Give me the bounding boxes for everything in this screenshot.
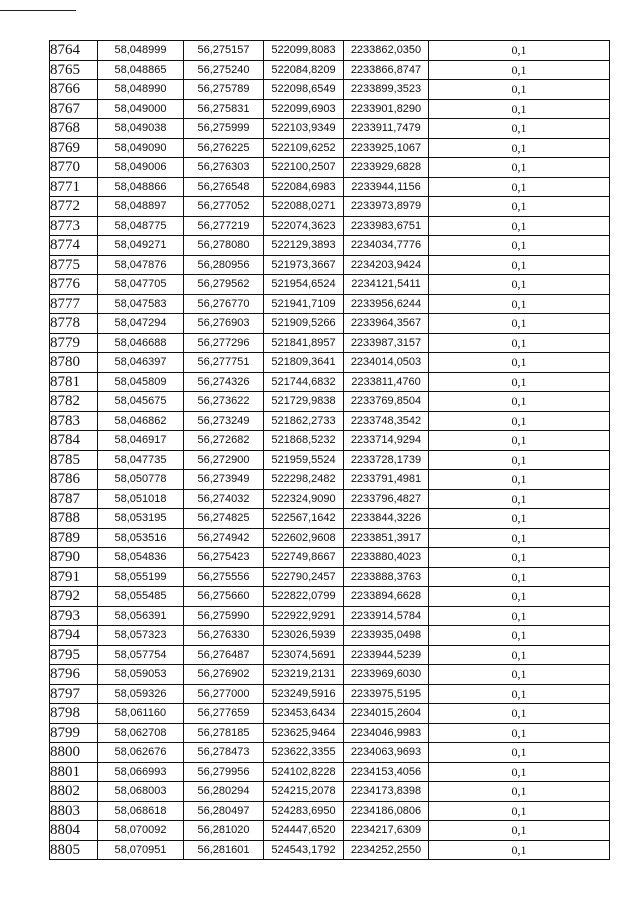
longitude-cell: 56,276330: [184, 626, 264, 646]
longitude-cell: 56,275831: [184, 99, 264, 119]
table-row: [50, 567, 610, 587]
latitude-cell: 58,053516: [98, 528, 184, 548]
y-coordinate-cell: 2233728,1739: [344, 450, 429, 470]
accuracy-cell: 0,1: [429, 489, 610, 509]
accuracy-cell: 0,1: [429, 782, 610, 802]
point-number-cell: 8785: [50, 450, 98, 470]
latitude-cell: 58,047705: [98, 275, 184, 295]
latitude-cell: 58,048866: [98, 177, 184, 197]
table-row: [50, 80, 610, 100]
latitude-cell: 58,055199: [98, 567, 184, 587]
table-row: [50, 177, 610, 197]
point-number-cell: 8774: [50, 236, 98, 256]
latitude-cell: 58,049090: [98, 138, 184, 158]
table-row: [50, 801, 610, 821]
x-coordinate-cell: 521954,6524: [264, 275, 344, 295]
point-number-cell: 8777: [50, 294, 98, 314]
table-row: [50, 119, 610, 139]
coordinates-table-body: [50, 41, 610, 860]
y-coordinate-cell: 2234046,9983: [344, 723, 429, 743]
table-row: [50, 840, 610, 860]
point-number-cell: 8793: [50, 606, 98, 626]
coordinates-table: [49, 40, 610, 860]
x-coordinate-cell: 521941,7109: [264, 294, 344, 314]
latitude-cell: 58,048865: [98, 60, 184, 80]
point-number-cell: 8771: [50, 177, 98, 197]
point-number-cell: 8772: [50, 197, 98, 217]
accuracy-cell: 0,1: [429, 372, 610, 392]
table-row: [50, 197, 610, 217]
accuracy-cell: 0,1: [429, 255, 610, 275]
point-number-cell: 8783: [50, 411, 98, 431]
y-coordinate-cell: 2233925,1067: [344, 138, 429, 158]
point-number-cell: 8775: [50, 255, 98, 275]
point-number-cell: 8796: [50, 665, 98, 685]
point-number-cell: 8781: [50, 372, 98, 392]
latitude-cell: 58,048999: [98, 41, 184, 61]
latitude-cell: 58,057754: [98, 645, 184, 665]
point-number-cell: 8768: [50, 119, 98, 139]
latitude-cell: 58,068003: [98, 782, 184, 802]
latitude-cell: 58,068618: [98, 801, 184, 821]
point-number-cell: 8800: [50, 743, 98, 763]
y-coordinate-cell: 2233862,0350: [344, 41, 429, 61]
accuracy-cell: 0,1: [429, 801, 610, 821]
table-row: [50, 626, 610, 646]
point-number-cell: 8767: [50, 99, 98, 119]
table-row: [50, 275, 610, 295]
accuracy-cell: 0,1: [429, 314, 610, 334]
point-number-cell: 8789: [50, 528, 98, 548]
latitude-cell: 58,045675: [98, 392, 184, 412]
point-number-cell: 8802: [50, 782, 98, 802]
point-number-cell: 8770: [50, 158, 98, 178]
y-coordinate-cell: 2234153,4056: [344, 762, 429, 782]
longitude-cell: 56,279562: [184, 275, 264, 295]
accuracy-cell: 0,1: [429, 723, 610, 743]
y-coordinate-cell: 2233888,3763: [344, 567, 429, 587]
table-row: [50, 684, 610, 704]
longitude-cell: 56,280956: [184, 255, 264, 275]
point-number-cell: 8790: [50, 548, 98, 568]
point-number-cell: 8801: [50, 762, 98, 782]
longitude-cell: 56,278080: [184, 236, 264, 256]
x-coordinate-cell: 521959,5524: [264, 450, 344, 470]
table-row: [50, 216, 610, 236]
accuracy-cell: 0,1: [429, 138, 610, 158]
longitude-cell: 56,275999: [184, 119, 264, 139]
latitude-cell: 58,070092: [98, 821, 184, 841]
latitude-cell: 58,055485: [98, 587, 184, 607]
point-number-cell: 8794: [50, 626, 98, 646]
accuracy-cell: 0,1: [429, 587, 610, 607]
y-coordinate-cell: 2234015,2604: [344, 704, 429, 724]
accuracy-cell: 0,1: [429, 60, 610, 80]
accuracy-cell: 0,1: [429, 821, 610, 841]
longitude-cell: 56,276902: [184, 665, 264, 685]
latitude-cell: 58,048990: [98, 80, 184, 100]
latitude-cell: 58,047583: [98, 294, 184, 314]
y-coordinate-cell: 2233973,8979: [344, 197, 429, 217]
point-number-cell: 8778: [50, 314, 98, 334]
y-coordinate-cell: 2233975,5195: [344, 684, 429, 704]
x-coordinate-cell: 522088,0271: [264, 197, 344, 217]
accuracy-cell: 0,1: [429, 333, 610, 353]
longitude-cell: 56,277296: [184, 333, 264, 353]
x-coordinate-cell: 521868,5232: [264, 431, 344, 451]
y-coordinate-cell: 2234173,8398: [344, 782, 429, 802]
accuracy-cell: 0,1: [429, 431, 610, 451]
latitude-cell: 58,046862: [98, 411, 184, 431]
x-coordinate-cell: 522098,6549: [264, 80, 344, 100]
table-row: [50, 60, 610, 80]
accuracy-cell: 0,1: [429, 606, 610, 626]
longitude-cell: 56,275157: [184, 41, 264, 61]
y-coordinate-cell: 2233969,6030: [344, 665, 429, 685]
x-coordinate-cell: 522074,3623: [264, 216, 344, 236]
latitude-cell: 58,047294: [98, 314, 184, 334]
accuracy-cell: 0,1: [429, 509, 610, 529]
x-coordinate-cell: 522129,3893: [264, 236, 344, 256]
latitude-cell: 58,061160: [98, 704, 184, 724]
latitude-cell: 58,047735: [98, 450, 184, 470]
y-coordinate-cell: 2233944,5239: [344, 645, 429, 665]
longitude-cell: 56,279956: [184, 762, 264, 782]
x-coordinate-cell: 522822,0799: [264, 587, 344, 607]
table-row: [50, 294, 610, 314]
x-coordinate-cell: 522100,2507: [264, 158, 344, 178]
latitude-cell: 58,051018: [98, 489, 184, 509]
x-coordinate-cell: 521862,2733: [264, 411, 344, 431]
longitude-cell: 56,274326: [184, 372, 264, 392]
x-coordinate-cell: 521841,8957: [264, 333, 344, 353]
longitude-cell: 56,276770: [184, 294, 264, 314]
accuracy-cell: 0,1: [429, 684, 610, 704]
accuracy-cell: 0,1: [429, 840, 610, 860]
y-coordinate-cell: 2234186,0806: [344, 801, 429, 821]
point-number-cell: 8782: [50, 392, 98, 412]
accuracy-cell: 0,1: [429, 743, 610, 763]
x-coordinate-cell: 522099,6903: [264, 99, 344, 119]
table-row: [50, 548, 610, 568]
y-coordinate-cell: 2233851,3917: [344, 528, 429, 548]
table-row: [50, 821, 610, 841]
table-row: [50, 489, 610, 509]
y-coordinate-cell: 2233987,3157: [344, 333, 429, 353]
latitude-cell: 58,049038: [98, 119, 184, 139]
accuracy-cell: 0,1: [429, 567, 610, 587]
y-coordinate-cell: 2233911,7479: [344, 119, 429, 139]
table-row: [50, 762, 610, 782]
longitude-cell: 56,275660: [184, 587, 264, 607]
accuracy-cell: 0,1: [429, 41, 610, 61]
longitude-cell: 56,274032: [184, 489, 264, 509]
y-coordinate-cell: 2233944,1156: [344, 177, 429, 197]
y-coordinate-cell: 2234203,9424: [344, 255, 429, 275]
table-row: [50, 723, 610, 743]
latitude-cell: 58,053195: [98, 509, 184, 529]
table-row: [50, 411, 610, 431]
latitude-cell: 58,054836: [98, 548, 184, 568]
x-coordinate-cell: 521909,5266: [264, 314, 344, 334]
latitude-cell: 58,056391: [98, 606, 184, 626]
latitude-cell: 58,062676: [98, 743, 184, 763]
accuracy-cell: 0,1: [429, 275, 610, 295]
table-row: [50, 528, 610, 548]
accuracy-cell: 0,1: [429, 528, 610, 548]
table-row: [50, 158, 610, 178]
latitude-cell: 58,048775: [98, 216, 184, 236]
y-coordinate-cell: 2233956,6244: [344, 294, 429, 314]
longitude-cell: 56,280294: [184, 782, 264, 802]
accuracy-cell: 0,1: [429, 645, 610, 665]
y-coordinate-cell: 2233935,0498: [344, 626, 429, 646]
longitude-cell: 56,275789: [184, 80, 264, 100]
y-coordinate-cell: 2234252,2550: [344, 840, 429, 860]
accuracy-cell: 0,1: [429, 216, 610, 236]
longitude-cell: 56,281601: [184, 840, 264, 860]
point-number-cell: 8784: [50, 431, 98, 451]
accuracy-cell: 0,1: [429, 548, 610, 568]
table-row: [50, 333, 610, 353]
table-row: [50, 743, 610, 763]
accuracy-cell: 0,1: [429, 762, 610, 782]
x-coordinate-cell: 524215,2078: [264, 782, 344, 802]
latitude-cell: 58,049000: [98, 99, 184, 119]
x-coordinate-cell: 522109,6252: [264, 138, 344, 158]
x-coordinate-cell: 523249,5916: [264, 684, 344, 704]
accuracy-cell: 0,1: [429, 353, 610, 373]
accuracy-cell: 0,1: [429, 177, 610, 197]
accuracy-cell: 0,1: [429, 704, 610, 724]
latitude-cell: 58,057323: [98, 626, 184, 646]
y-coordinate-cell: 2233894,6628: [344, 587, 429, 607]
table-row: [50, 353, 610, 373]
accuracy-cell: 0,1: [429, 294, 610, 314]
point-number-cell: 8804: [50, 821, 98, 841]
point-number-cell: 8798: [50, 704, 98, 724]
longitude-cell: 56,273949: [184, 470, 264, 490]
page-corner-rule: [0, 10, 76, 11]
accuracy-cell: 0,1: [429, 470, 610, 490]
x-coordinate-cell: 523622,3355: [264, 743, 344, 763]
accuracy-cell: 0,1: [429, 99, 610, 119]
y-coordinate-cell: 2233769,8504: [344, 392, 429, 412]
y-coordinate-cell: 2233901,8290: [344, 99, 429, 119]
x-coordinate-cell: 522790,2457: [264, 567, 344, 587]
accuracy-cell: 0,1: [429, 119, 610, 139]
table-row: [50, 450, 610, 470]
x-coordinate-cell: 521809,3641: [264, 353, 344, 373]
table-row: [50, 99, 610, 119]
table-row: [50, 665, 610, 685]
longitude-cell: 56,281020: [184, 821, 264, 841]
accuracy-cell: 0,1: [429, 236, 610, 256]
accuracy-cell: 0,1: [429, 158, 610, 178]
accuracy-cell: 0,1: [429, 665, 610, 685]
point-number-cell: 8776: [50, 275, 98, 295]
y-coordinate-cell: 2234063,9693: [344, 743, 429, 763]
table-row: [50, 138, 610, 158]
latitude-cell: 58,062708: [98, 723, 184, 743]
longitude-cell: 56,274825: [184, 509, 264, 529]
longitude-cell: 56,273249: [184, 411, 264, 431]
x-coordinate-cell: 522602,9608: [264, 528, 344, 548]
point-number-cell: 8773: [50, 216, 98, 236]
table-row: [50, 470, 610, 490]
x-coordinate-cell: 523026,5939: [264, 626, 344, 646]
longitude-cell: 56,274942: [184, 528, 264, 548]
accuracy-cell: 0,1: [429, 392, 610, 412]
point-number-cell: 8786: [50, 470, 98, 490]
point-number-cell: 8764: [50, 41, 98, 61]
x-coordinate-cell: 522084,8209: [264, 60, 344, 80]
x-coordinate-cell: 522567,1642: [264, 509, 344, 529]
point-number-cell: 8769: [50, 138, 98, 158]
y-coordinate-cell: 2233929,6828: [344, 158, 429, 178]
longitude-cell: 56,278185: [184, 723, 264, 743]
x-coordinate-cell: 524543,1792: [264, 840, 344, 860]
point-number-cell: 8787: [50, 489, 98, 509]
point-number-cell: 8766: [50, 80, 98, 100]
latitude-cell: 58,045809: [98, 372, 184, 392]
x-coordinate-cell: 521744,6832: [264, 372, 344, 392]
y-coordinate-cell: 2234121,5411: [344, 275, 429, 295]
table-row: [50, 431, 610, 451]
y-coordinate-cell: 2234217,6309: [344, 821, 429, 841]
table-row: [50, 782, 610, 802]
y-coordinate-cell: 2233983,6751: [344, 216, 429, 236]
x-coordinate-cell: 522749,8667: [264, 548, 344, 568]
table-row: [50, 392, 610, 412]
y-coordinate-cell: 2233748,3542: [344, 411, 429, 431]
x-coordinate-cell: 522084,6983: [264, 177, 344, 197]
longitude-cell: 56,277052: [184, 197, 264, 217]
table-row: [50, 587, 610, 607]
accuracy-cell: 0,1: [429, 197, 610, 217]
point-number-cell: 8795: [50, 645, 98, 665]
y-coordinate-cell: 2234014,0503: [344, 353, 429, 373]
x-coordinate-cell: 522324,9090: [264, 489, 344, 509]
latitude-cell: 58,059326: [98, 684, 184, 704]
x-coordinate-cell: 524102,8228: [264, 762, 344, 782]
x-coordinate-cell: 523074,5691: [264, 645, 344, 665]
longitude-cell: 56,278473: [184, 743, 264, 763]
y-coordinate-cell: 2233880,4023: [344, 548, 429, 568]
longitude-cell: 56,277659: [184, 704, 264, 724]
y-coordinate-cell: 2233791,4981: [344, 470, 429, 490]
x-coordinate-cell: 523219,2131: [264, 665, 344, 685]
accuracy-cell: 0,1: [429, 411, 610, 431]
latitude-cell: 58,049006: [98, 158, 184, 178]
table-row: [50, 236, 610, 256]
latitude-cell: 58,048897: [98, 197, 184, 217]
longitude-cell: 56,276303: [184, 158, 264, 178]
x-coordinate-cell: 524283,6950: [264, 801, 344, 821]
latitude-cell: 58,050778: [98, 470, 184, 490]
longitude-cell: 56,277000: [184, 684, 264, 704]
table-row: [50, 704, 610, 724]
point-number-cell: 8803: [50, 801, 98, 821]
accuracy-cell: 0,1: [429, 626, 610, 646]
x-coordinate-cell: 522103,9349: [264, 119, 344, 139]
y-coordinate-cell: 2233866,8747: [344, 60, 429, 80]
x-coordinate-cell: 524447,6520: [264, 821, 344, 841]
accuracy-cell: 0,1: [429, 80, 610, 100]
y-coordinate-cell: 2233914,5784: [344, 606, 429, 626]
latitude-cell: 58,059053: [98, 665, 184, 685]
longitude-cell: 56,275990: [184, 606, 264, 626]
longitude-cell: 56,275556: [184, 567, 264, 587]
longitude-cell: 56,280497: [184, 801, 264, 821]
y-coordinate-cell: 2233844,3226: [344, 509, 429, 529]
longitude-cell: 56,272900: [184, 450, 264, 470]
longitude-cell: 56,276548: [184, 177, 264, 197]
longitude-cell: 56,276487: [184, 645, 264, 665]
latitude-cell: 58,047876: [98, 255, 184, 275]
table-row: [50, 372, 610, 392]
x-coordinate-cell: 521973,3667: [264, 255, 344, 275]
table-row: [50, 255, 610, 275]
latitude-cell: 58,049271: [98, 236, 184, 256]
latitude-cell: 58,070951: [98, 840, 184, 860]
point-number-cell: 8765: [50, 60, 98, 80]
x-coordinate-cell: 522099,8083: [264, 41, 344, 61]
latitude-cell: 58,066993: [98, 762, 184, 782]
x-coordinate-cell: 522298,2482: [264, 470, 344, 490]
x-coordinate-cell: 521729,9838: [264, 392, 344, 412]
latitude-cell: 58,046397: [98, 353, 184, 373]
point-number-cell: 8779: [50, 333, 98, 353]
latitude-cell: 58,046688: [98, 333, 184, 353]
longitude-cell: 56,277219: [184, 216, 264, 236]
longitude-cell: 56,276225: [184, 138, 264, 158]
table-row: [50, 314, 610, 334]
point-number-cell: 8788: [50, 509, 98, 529]
y-coordinate-cell: 2234034,7776: [344, 236, 429, 256]
point-number-cell: 8805: [50, 840, 98, 860]
longitude-cell: 56,276903: [184, 314, 264, 334]
point-number-cell: 8797: [50, 684, 98, 704]
accuracy-cell: 0,1: [429, 450, 610, 470]
x-coordinate-cell: 523453,6434: [264, 704, 344, 724]
longitude-cell: 56,273622: [184, 392, 264, 412]
point-number-cell: 8791: [50, 567, 98, 587]
y-coordinate-cell: 2233714,9294: [344, 431, 429, 451]
y-coordinate-cell: 2233796,4827: [344, 489, 429, 509]
x-coordinate-cell: 522922,9291: [264, 606, 344, 626]
x-coordinate-cell: 523625,9464: [264, 723, 344, 743]
y-coordinate-cell: 2233964,3567: [344, 314, 429, 334]
y-coordinate-cell: 2233811,4760: [344, 372, 429, 392]
table-row: [50, 509, 610, 529]
point-number-cell: 8799: [50, 723, 98, 743]
table-row: [50, 606, 610, 626]
longitude-cell: 56,275240: [184, 60, 264, 80]
longitude-cell: 56,277751: [184, 353, 264, 373]
latitude-cell: 58,046917: [98, 431, 184, 451]
point-number-cell: 8780: [50, 353, 98, 373]
y-coordinate-cell: 2233899,3523: [344, 80, 429, 100]
point-number-cell: 8792: [50, 587, 98, 607]
table-row: [50, 41, 610, 61]
table-row: [50, 645, 610, 665]
longitude-cell: 56,272682: [184, 431, 264, 451]
longitude-cell: 56,275423: [184, 548, 264, 568]
